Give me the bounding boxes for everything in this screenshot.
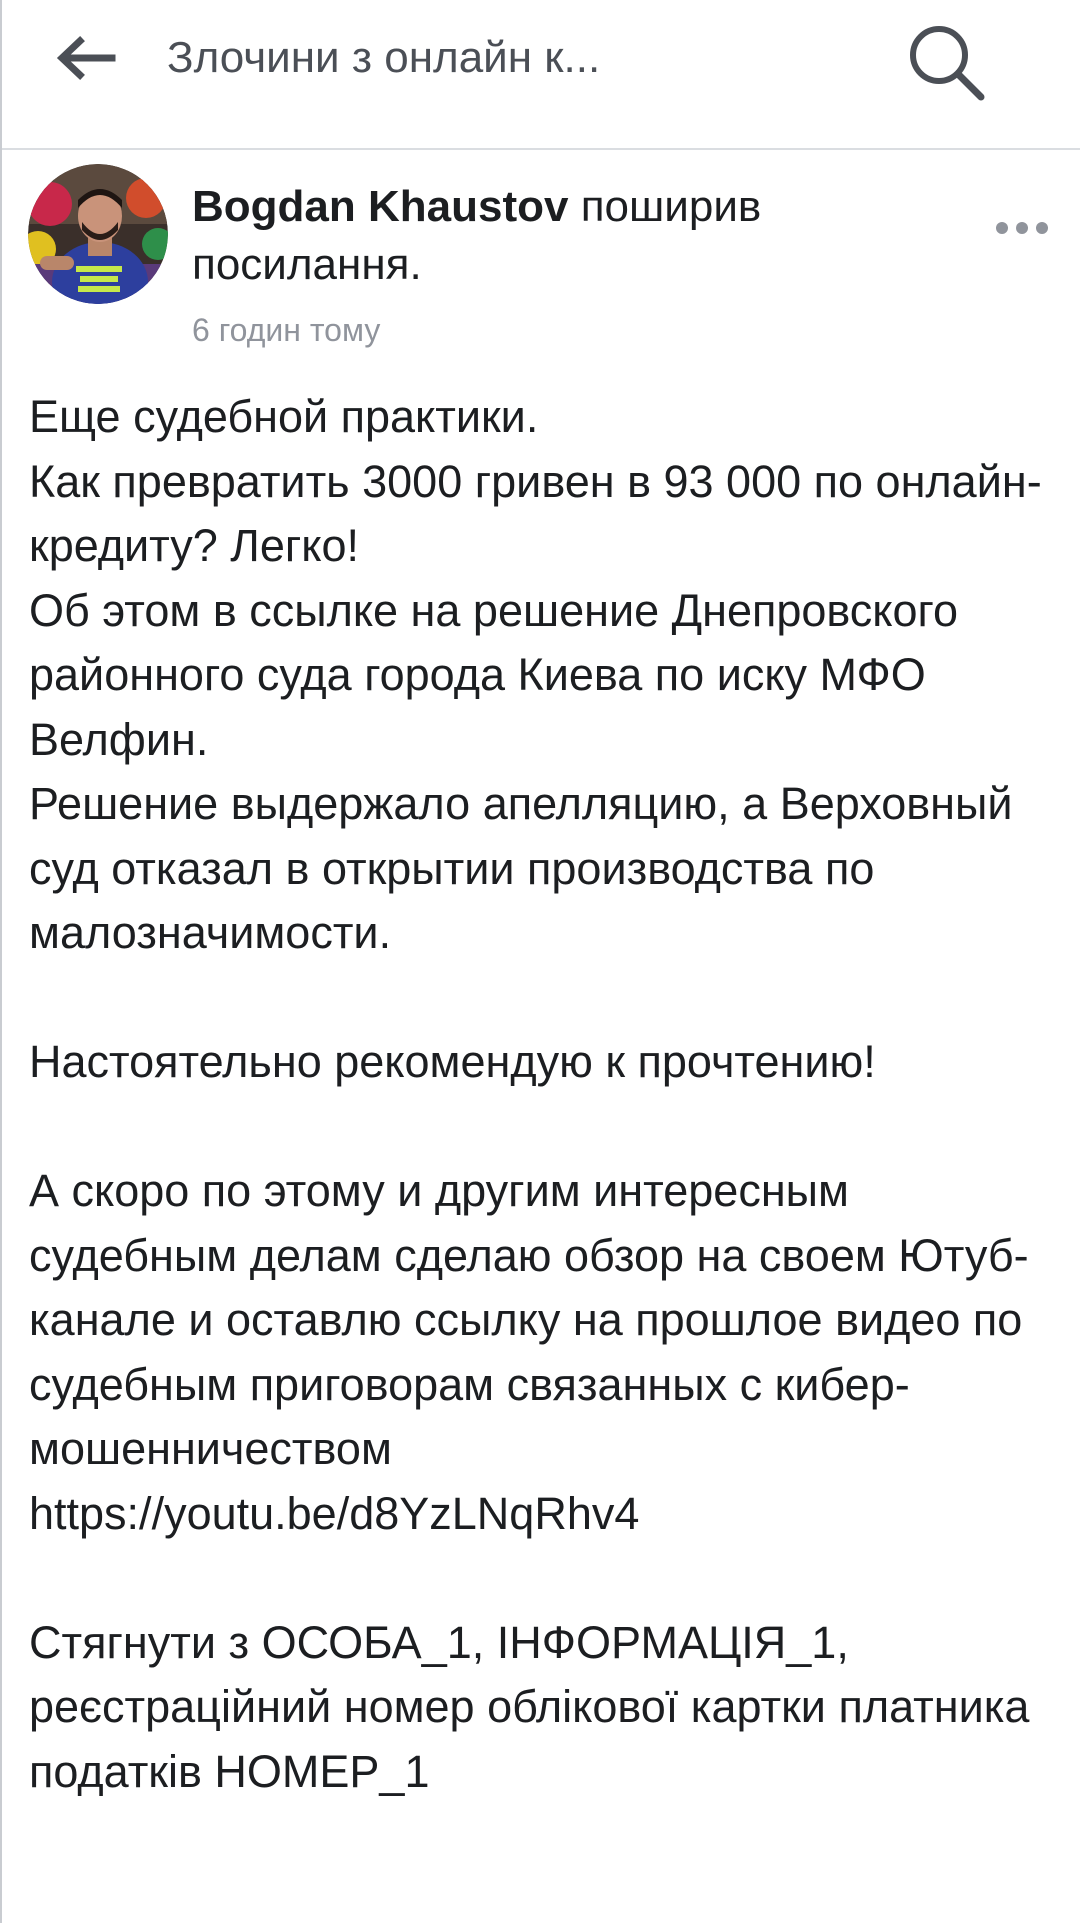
avatar[interactable] [28,164,168,304]
post-paragraph: А скоро по этому и другим интересным судебным делам сделаю обзор на своем Ютуб-канале и оставлю ссылку на прошлое видео по судебным приговорам связанных с кибер-мошенничеством [29,1165,1029,1474]
group-title: Злочини з онлайн к... [167,33,601,82]
arrow-left-icon [54,36,116,80]
author-name[interactable]: Bogdan Khaustov [192,182,569,231]
post-text [29,385,1069,1804]
more-options-icon [994,220,1050,236]
back-button[interactable] [50,30,120,86]
top-app-bar [2,0,1080,150]
post-author-line [192,178,912,294]
link-preview-text[interactable]: Стягнути з ОСОБА_1, ІНФОРМАЦІЯ_1, реєстраційний номер облікової картки платника податків НОМЕР_1 [29,1616,1030,1797]
post-paragraph: Настоятельно рекомендую к прочтению! [29,1036,876,1087]
post-timestamp[interactable]: 6 годин тому [192,312,381,348]
post-paragraph: Еще судебной практики. Как превратить 3000 гривен в 93 000 по онлайн-кредиту? Легко! Об этом в ссылке на решение Днепровского районного суда города Киева по иску МФО Велфин. Решение выдержало апелляцию, а Верховный суд отказал в открытии производства по малозначимости. [29,391,1042,958]
youtube-link[interactable]: https://youtu.be/d8YzLNqRhv4 [29,1487,640,1539]
search-button[interactable] [897,18,997,108]
more-options-button[interactable] [987,208,1057,248]
post-action-text: поширив посилання. [192,182,762,289]
avatar-photo [28,164,168,304]
search-icon [905,21,989,105]
